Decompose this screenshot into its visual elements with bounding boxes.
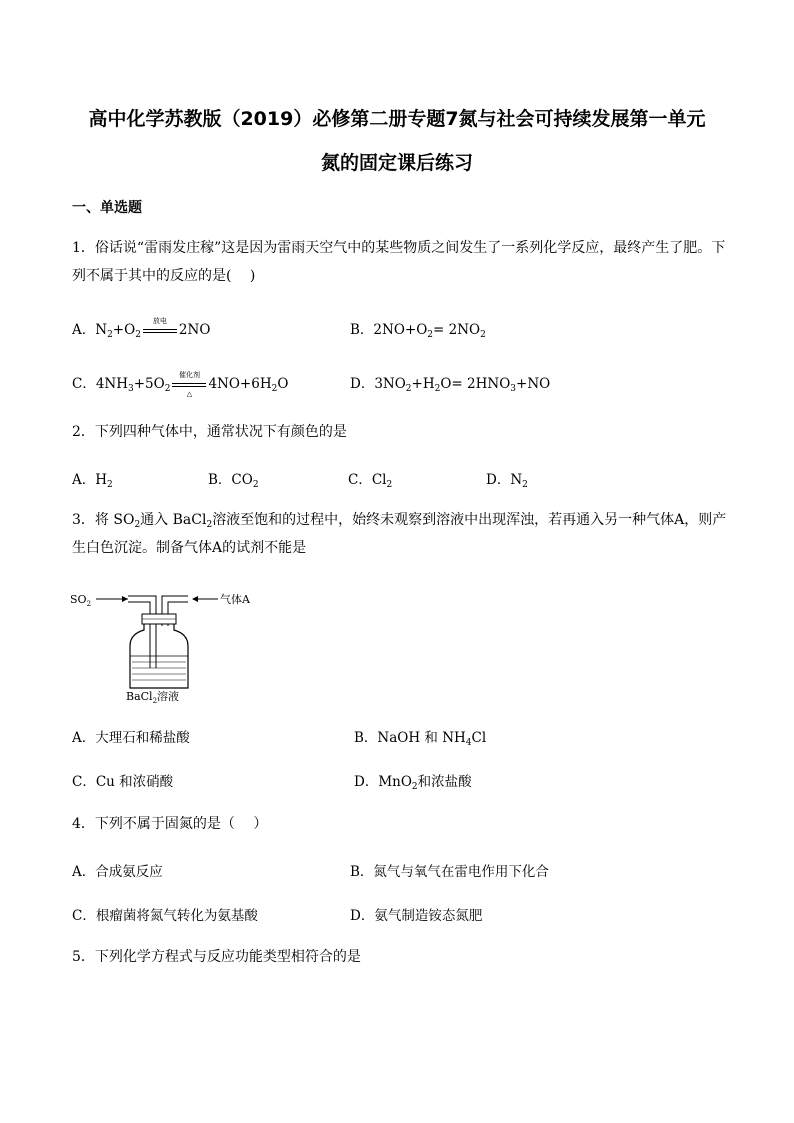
q4-option-d: D．氨气制造铵态氮肥 — [350, 908, 483, 924]
q2-option-c: C．$Cl_2$ — [348, 472, 393, 490]
title-line-2: 氮的固定课后练习 — [320, 152, 473, 174]
fig-bacl2-label: BaCl$_2$溶液 — [126, 690, 180, 704]
gas-bottle-apparatus-figure — [68, 584, 268, 704]
q1-option-a: A．$N_2+O_2$ 放电 2NO — [72, 316, 211, 340]
question-4-stem: 4．下列不属于固氮的是（ ） — [72, 816, 268, 832]
q1-option-c: C．$4NH_3+5O_2$ 催化剂 △ $4NO+6H_2O$ — [72, 370, 289, 398]
q3-option-a: A．大理石和稀盐酸 — [72, 730, 190, 746]
q3-stem-line1: 3．将 $SO_2$通入 BaCl$_2$溶液至饱和的过程中，始终未观察到溶液中出现浑浊，若再通入另一种气体A，则产 — [72, 512, 727, 530]
q3-option-d: D．MnO$_2$和浓盐酸 — [354, 774, 472, 792]
q3-option-b: B．NaOH 和 $NH_4Cl$ — [354, 730, 487, 748]
section-heading: 一、单选题 — [72, 200, 142, 216]
q4-option-c: C．根瘤菌将氮气转化为氨基酸 — [72, 908, 258, 924]
question-3-stem — [72, 506, 732, 562]
q1-option-b: B．$2NO+O_2= 2NO_2$ — [350, 322, 486, 340]
title-line-1: 高中化学苏教版（2019）必修第二册专题7氮与社会可持续发展第一单元 — [88, 108, 706, 130]
q2-option-a: A．$H_2$ — [72, 472, 113, 490]
reaction-condition: 催化剂 △ — [172, 378, 206, 392]
reaction-condition: 放电 — [143, 324, 177, 338]
fig-so2-label: $SO_2$ — [70, 593, 92, 608]
fig-gas-a-label: 气体A — [220, 593, 250, 606]
q3-option-c: C．Cu 和浓硝酸 — [72, 774, 174, 790]
q4-option-a: A．合成氨反应 — [72, 864, 163, 880]
q3-stem-line2: 生白色沉淀。制备气体A的试剂不能是 — [72, 540, 307, 556]
q4-option-b: B．氮气与氧气在雷电作用下化合 — [350, 864, 549, 880]
q1-stem-line1: 1．俗话说“雷雨发庄稼”这是因为雷雨天空气中的某些物质之间发生了一系列化学反应，最终产生了肥。下 — [72, 240, 726, 256]
question-1-stem — [72, 234, 732, 290]
q2-option-b: B．$CO_2$ — [208, 472, 259, 490]
q1-option-d: D．$3NO_2+H_2O= 2HNO_3+NO$ — [350, 376, 551, 394]
q1-stem-line2: 列不属于其中的反应的是( ) — [72, 268, 256, 284]
question-2-stem: 2．下列四种气体中，通常状况下有颜色的是 — [72, 424, 347, 440]
q2-option-d: D．$N_2$ — [486, 472, 528, 490]
question-5-stem: 5．下列化学方程式与反应功能类型相符合的是 — [72, 949, 361, 965]
